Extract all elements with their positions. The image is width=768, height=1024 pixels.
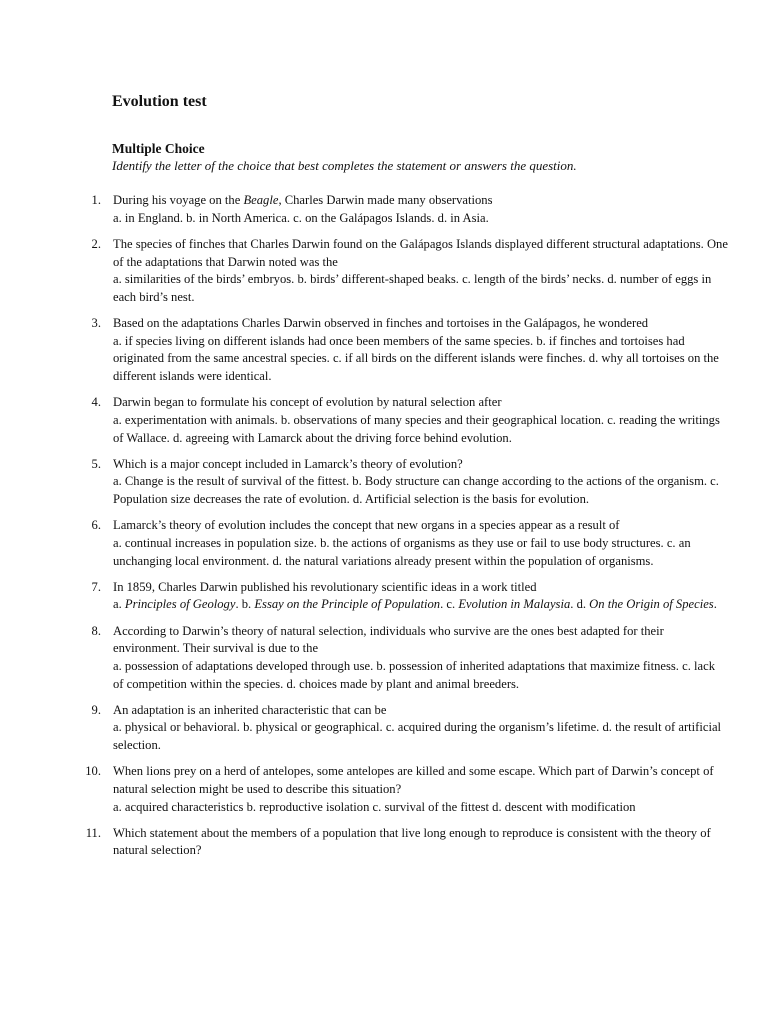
option-text: similarities of the birds’ embryos. xyxy=(124,272,295,287)
question-number: 10. xyxy=(85,764,101,779)
question-item xyxy=(0,623,768,694)
question-number: 9. xyxy=(91,702,101,717)
option-letter: b. xyxy=(241,597,252,612)
option-letter: d. xyxy=(272,553,282,568)
question-number: 1. xyxy=(91,193,101,207)
answer-option-d xyxy=(173,431,512,445)
option-text: the result of artificial selection. xyxy=(113,720,722,753)
question-item xyxy=(0,825,768,860)
answer-option-b xyxy=(352,474,707,488)
option-letter: d. xyxy=(492,799,502,814)
question-item xyxy=(0,236,768,307)
option-punctuation: . xyxy=(713,597,717,612)
option-text: acquired characteristics xyxy=(124,799,244,814)
answer-options xyxy=(113,799,728,817)
option-letter: b. xyxy=(280,412,291,427)
answer-option-b xyxy=(186,211,290,225)
answer-option-d xyxy=(353,492,589,506)
stem-italic-text: Beagle xyxy=(243,193,279,207)
option-letter: b. xyxy=(243,720,253,735)
question-item xyxy=(0,579,768,614)
option-letter: d. xyxy=(607,272,617,287)
answer-options xyxy=(113,658,728,693)
option-letter: d. xyxy=(352,492,363,507)
option-text: Change is the result of survival of the fittest. xyxy=(124,474,350,489)
option-letter: c. xyxy=(682,658,691,673)
option-letter: c. xyxy=(666,535,676,550)
option-letter: b. xyxy=(320,535,330,550)
option-text: survival of the fittest xyxy=(384,799,490,814)
option-letter: a. xyxy=(113,412,122,427)
answer-option-a xyxy=(113,536,317,550)
answer-option-a xyxy=(113,597,239,611)
option-letter: d. xyxy=(576,597,587,612)
option-text: agreeing with Lamarck about the driving force behind evolution. xyxy=(185,430,512,445)
option-letter: b. xyxy=(246,799,257,814)
question-stem: Which is a major concept included in Lamarck’s theory of evolution? xyxy=(113,456,463,471)
option-text: the natural variations already present within the population of organisms. xyxy=(285,553,654,568)
question-item xyxy=(0,517,768,570)
option-text: Artificial selection is the basis for evolution. xyxy=(364,492,590,507)
option-letter: c. xyxy=(293,210,302,225)
answer-options xyxy=(113,473,728,508)
option-letter: d. xyxy=(588,351,599,366)
option-letter: a. xyxy=(113,210,122,225)
option-letter: c. xyxy=(607,412,616,427)
answer-option-a xyxy=(113,211,183,225)
option-text: number of eggs in each bird’s nest. xyxy=(113,272,712,304)
option-letter: d. xyxy=(286,676,296,691)
question-stem xyxy=(113,192,728,210)
option-text: length of the birds’ necks. xyxy=(474,272,605,287)
option-letter: b. xyxy=(186,210,196,225)
stem-text: During his voyage on the xyxy=(113,193,244,207)
answer-option-a xyxy=(113,720,240,734)
answer-option-d xyxy=(492,800,635,814)
question-number: 2. xyxy=(91,236,101,251)
option-text: an unchanging local environment. xyxy=(113,535,691,568)
answer-option-a xyxy=(113,413,278,427)
question-stem: Which statement about the members of a population that live long enough to reproduce is consistent with the theory of natural selection? xyxy=(113,825,711,858)
option-text: in Asia. xyxy=(450,210,489,225)
option-letter: a. xyxy=(113,272,122,287)
option-text: the actions of organisms as they use or fail to use body structures. xyxy=(332,535,664,550)
option-letter: b. xyxy=(376,658,386,673)
answer-options xyxy=(113,719,728,754)
option-letter: c. xyxy=(372,799,382,814)
option-text: descent with modification xyxy=(504,799,636,814)
question-stem: Lamarck’s theory of evolution includes the concept that new organs in a species appear as a result of xyxy=(113,518,620,533)
option-letter: a. xyxy=(113,720,122,735)
answer-options xyxy=(113,535,728,570)
option-text: lack of competition within the species. xyxy=(113,658,716,691)
option-letter: b. xyxy=(536,333,546,348)
option-letter: a. xyxy=(113,333,122,348)
question-stem: The species of finches that Charles Darwin found on the Galápagos Islands displayed different structural adaptations. One of the adaptations that Darwin noted was the xyxy=(113,236,728,269)
question-stem: According to Darwin’s theory of natural selection, individuals who survive are the ones best adapted for their environment. Their survival is due to the xyxy=(113,623,664,656)
option-punctuation: . xyxy=(235,597,239,612)
option-letter: b. xyxy=(352,474,362,489)
option-text: Body structure can change according to the actions of the organism. xyxy=(364,474,708,489)
option-text: Essay on the Principle of Population xyxy=(254,597,441,612)
stem-text: , Charles Darwin made many observations xyxy=(278,193,493,207)
question-number: 6. xyxy=(91,518,101,533)
instructions: Identify the letter of the choice that best completes the statement or answers the question. xyxy=(112,158,577,173)
answer-option-a xyxy=(113,474,349,488)
answer-options xyxy=(113,596,728,614)
option-text: Population size decreases the rate of evolution. xyxy=(113,492,350,507)
option-text: reading the writings of Wallace. xyxy=(113,412,720,445)
question-stem: Based on the adaptations Charles Darwin observed in finches and tortoises in the Galápagos, he wondered xyxy=(113,316,649,330)
option-text: if all birds on the different islands were finches. xyxy=(344,351,586,366)
option-text: birds’ different-shaped beaks. xyxy=(310,272,459,287)
question-number: 3. xyxy=(91,316,101,330)
answer-option-b xyxy=(281,413,604,427)
option-letter: d. xyxy=(437,210,448,225)
answer-option-d xyxy=(577,597,717,611)
answer-option-c xyxy=(462,272,604,286)
option-text: why all tortoises on the different islands were identical. xyxy=(113,351,719,384)
question-item xyxy=(0,394,768,447)
question-stem: Darwin began to formulate his concept of evolution by natural selection after xyxy=(113,395,502,410)
option-letter: a. xyxy=(113,658,122,673)
question-stem: In 1859, Charles Darwin published his revolutionary scientific ideas in a work titled xyxy=(113,579,537,594)
question-item xyxy=(0,192,768,227)
option-letter: a. xyxy=(113,474,122,489)
answer-option-b xyxy=(243,720,383,734)
option-letter: a. xyxy=(113,799,122,814)
question-number: 8. xyxy=(91,623,101,638)
option-text: Principles of Geology xyxy=(124,597,236,612)
answer-option-c xyxy=(373,800,489,814)
option-letter: c. xyxy=(385,720,395,735)
option-text: experimentation with animals. xyxy=(124,412,278,427)
answer-option-c xyxy=(293,211,434,225)
question-item xyxy=(0,702,768,755)
section-title: Multiple Choice xyxy=(112,141,205,156)
option-text: possession of adaptations developed through use. xyxy=(124,658,374,673)
option-text: physical or geographical. xyxy=(255,720,383,735)
option-text: in North America. xyxy=(198,210,291,225)
question-item xyxy=(0,315,768,386)
question-item xyxy=(0,456,768,509)
option-text: observations of many species and their geographical location. xyxy=(293,412,605,427)
option-text: on the Galápagos Islands. xyxy=(305,210,435,225)
question-stem: When lions prey on a herd of antelopes, some antelopes are killed and some escape. Which part of Darwin’s concept of natural selection might be used to describe this situation? xyxy=(113,764,714,796)
option-text: reproductive isolation xyxy=(259,799,370,814)
question-number: 4. xyxy=(91,395,101,410)
answer-option-d xyxy=(287,677,520,691)
option-letter: d. xyxy=(602,720,612,735)
answer-options xyxy=(113,210,728,228)
option-letter: c. xyxy=(710,474,719,489)
question-list xyxy=(0,192,768,869)
option-punctuation: . xyxy=(570,597,574,612)
answer-option-d xyxy=(438,211,489,225)
option-letter: c. xyxy=(332,351,342,366)
option-letter: c. xyxy=(462,272,471,287)
option-letter: a. xyxy=(113,597,122,612)
option-text: physical or behavioral. xyxy=(124,720,240,735)
option-text: if finches and tortoises had originated from the same ancestral species. xyxy=(113,333,685,366)
answer-options xyxy=(113,412,728,447)
option-text: Evolution in Malaysia xyxy=(458,597,571,612)
option-text: possession of inherited adaptations that maximize fitness. xyxy=(389,658,679,673)
option-text: On the Origin of Species xyxy=(589,597,714,612)
answer-option-c xyxy=(386,720,599,734)
option-letter: b. xyxy=(297,272,307,287)
answer-option-a xyxy=(113,659,373,673)
answer-option-b xyxy=(242,597,444,611)
answer-option-b xyxy=(247,800,370,814)
question-stem: An adaptation is an inherited characteristic that can be xyxy=(113,702,387,717)
option-letter: d. xyxy=(172,430,183,445)
option-letter: a. xyxy=(113,535,122,550)
answer-option-a xyxy=(113,800,243,814)
answer-option-b xyxy=(320,536,664,550)
answer-option-b xyxy=(376,659,679,673)
document-title: Evolution test xyxy=(112,93,207,110)
option-letter: c. xyxy=(446,597,456,612)
question-number: 11. xyxy=(85,825,101,840)
option-text: in England. xyxy=(124,210,183,225)
option-text: acquired during the organism’s lifetime. xyxy=(397,720,600,735)
question-number: 5. xyxy=(91,456,101,471)
option-text: continual increases in population size. xyxy=(124,535,317,550)
option-text: if species living on different islands had once been members of the same species. xyxy=(124,333,534,348)
question-item xyxy=(0,763,768,816)
answer-option-a xyxy=(113,272,294,286)
answer-options xyxy=(113,271,728,306)
answer-option-d xyxy=(272,554,653,568)
option-punctuation: . xyxy=(440,597,444,612)
answer-option-b xyxy=(297,272,458,286)
answer-option-c xyxy=(333,351,586,365)
answer-option-c xyxy=(446,597,573,611)
answer-option-a xyxy=(113,334,533,348)
question-number: 7. xyxy=(91,579,101,594)
option-text: choices made by plant and animal breeders. xyxy=(299,676,520,691)
answer-options xyxy=(113,333,728,386)
